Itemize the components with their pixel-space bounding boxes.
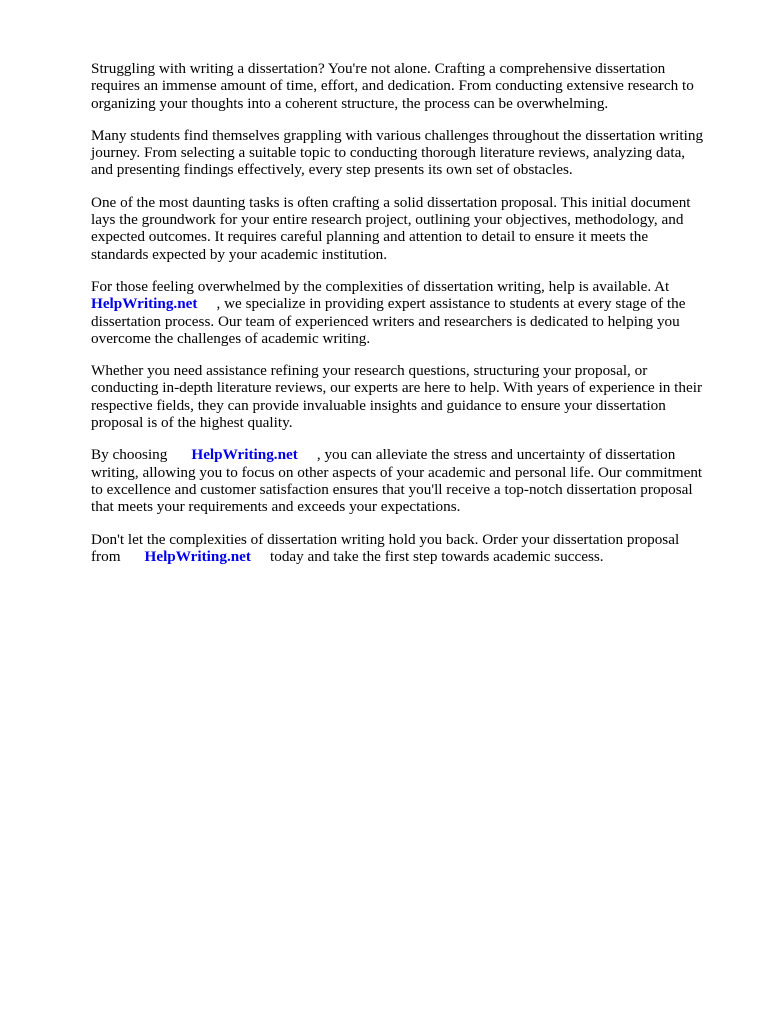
paragraph-challenges xyxy=(91,127,731,179)
text-line: organizing your thoughts into a coherent structure, the process can be overwhelming. xyxy=(91,94,609,112)
helpwriting-link[interactable]: HelpWriting.net xyxy=(91,295,198,313)
text-line: For those feeling overwhelmed by the complexities of dissertation writing, help is available. At xyxy=(91,277,670,295)
text-segment: , you can alleviate the stress and uncertainty of dissertation xyxy=(316,446,676,464)
text-line: writing, allowing you to focus on other aspects of your academic and personal life. Our commitment xyxy=(91,463,703,481)
text-line: and presenting findings effectively, every step presents its own set of obstacles. xyxy=(91,161,573,179)
text-segment: , we specialize in providing expert assistance to students at every stage of the xyxy=(216,295,686,313)
text-line xyxy=(91,446,731,463)
text-line: Whether you need assistance refining your research questions, structuring your proposal, or xyxy=(91,362,648,380)
text-line: proposal is of the highest quality. xyxy=(91,414,293,432)
text-line: requires an immense amount of time, effort, and dedication. From conducting extensive research to xyxy=(91,77,694,95)
document-page xyxy=(91,60,731,580)
text-line: overcome the challenges of academic writing. xyxy=(91,329,371,347)
text-line: dissertation process. Our team of experienced writers and researchers is dedicated to helping you xyxy=(91,312,680,330)
text-line xyxy=(91,548,731,565)
text-line: Don't let the complexities of dissertation writing hold you back. Order your dissertation proposal xyxy=(91,530,680,548)
paragraph-help-available xyxy=(91,278,731,347)
text-line: conducting in-depth literature reviews, our experts are here to help. With years of experience in their xyxy=(91,379,703,397)
text-line: One of the most daunting tasks is often crafting a solid dissertation proposal. This initial document xyxy=(91,193,691,211)
text-line: that meets your requirements and exceeds your expectations. xyxy=(91,498,461,516)
text-line: Many students find themselves grappling with various challenges throughout the dissertation writing xyxy=(91,126,704,144)
helpwriting-link[interactable]: HelpWriting.net xyxy=(144,547,251,565)
paragraph-intro xyxy=(91,60,731,112)
paragraph-proposal xyxy=(91,194,731,263)
paragraph-choosing xyxy=(91,446,731,515)
text-line: standards expected by your academic institution. xyxy=(91,245,388,263)
paragraph-experts xyxy=(91,362,731,431)
paragraph-call-to-action xyxy=(91,531,731,566)
text-line: to excellence and customer satisfaction ensures that you'll receive a top-notch dissertation proposal xyxy=(91,480,693,498)
text-line: journey. From selecting a suitable topic to conducting thorough literature reviews, analyzing data, xyxy=(91,144,686,162)
helpwriting-link[interactable]: HelpWriting.net xyxy=(191,446,298,464)
text-segment: today and take the first step towards academic success. xyxy=(270,547,604,565)
text-line: Struggling with writing a dissertation? You're not alone. Crafting a comprehensive dissertation xyxy=(91,60,666,77)
text-line: expected outcomes. It requires careful planning and attention to detail to ensure it meets the xyxy=(91,228,649,246)
text-line: respective fields, they can provide invaluable insights and guidance to ensure your dissertation xyxy=(91,396,666,414)
text-line xyxy=(91,295,731,312)
text-line: lays the groundwork for your entire research project, outlining your objectives, methodology, and xyxy=(91,211,684,229)
text-segment: By choosing xyxy=(91,446,168,464)
text-segment: from xyxy=(91,547,121,565)
